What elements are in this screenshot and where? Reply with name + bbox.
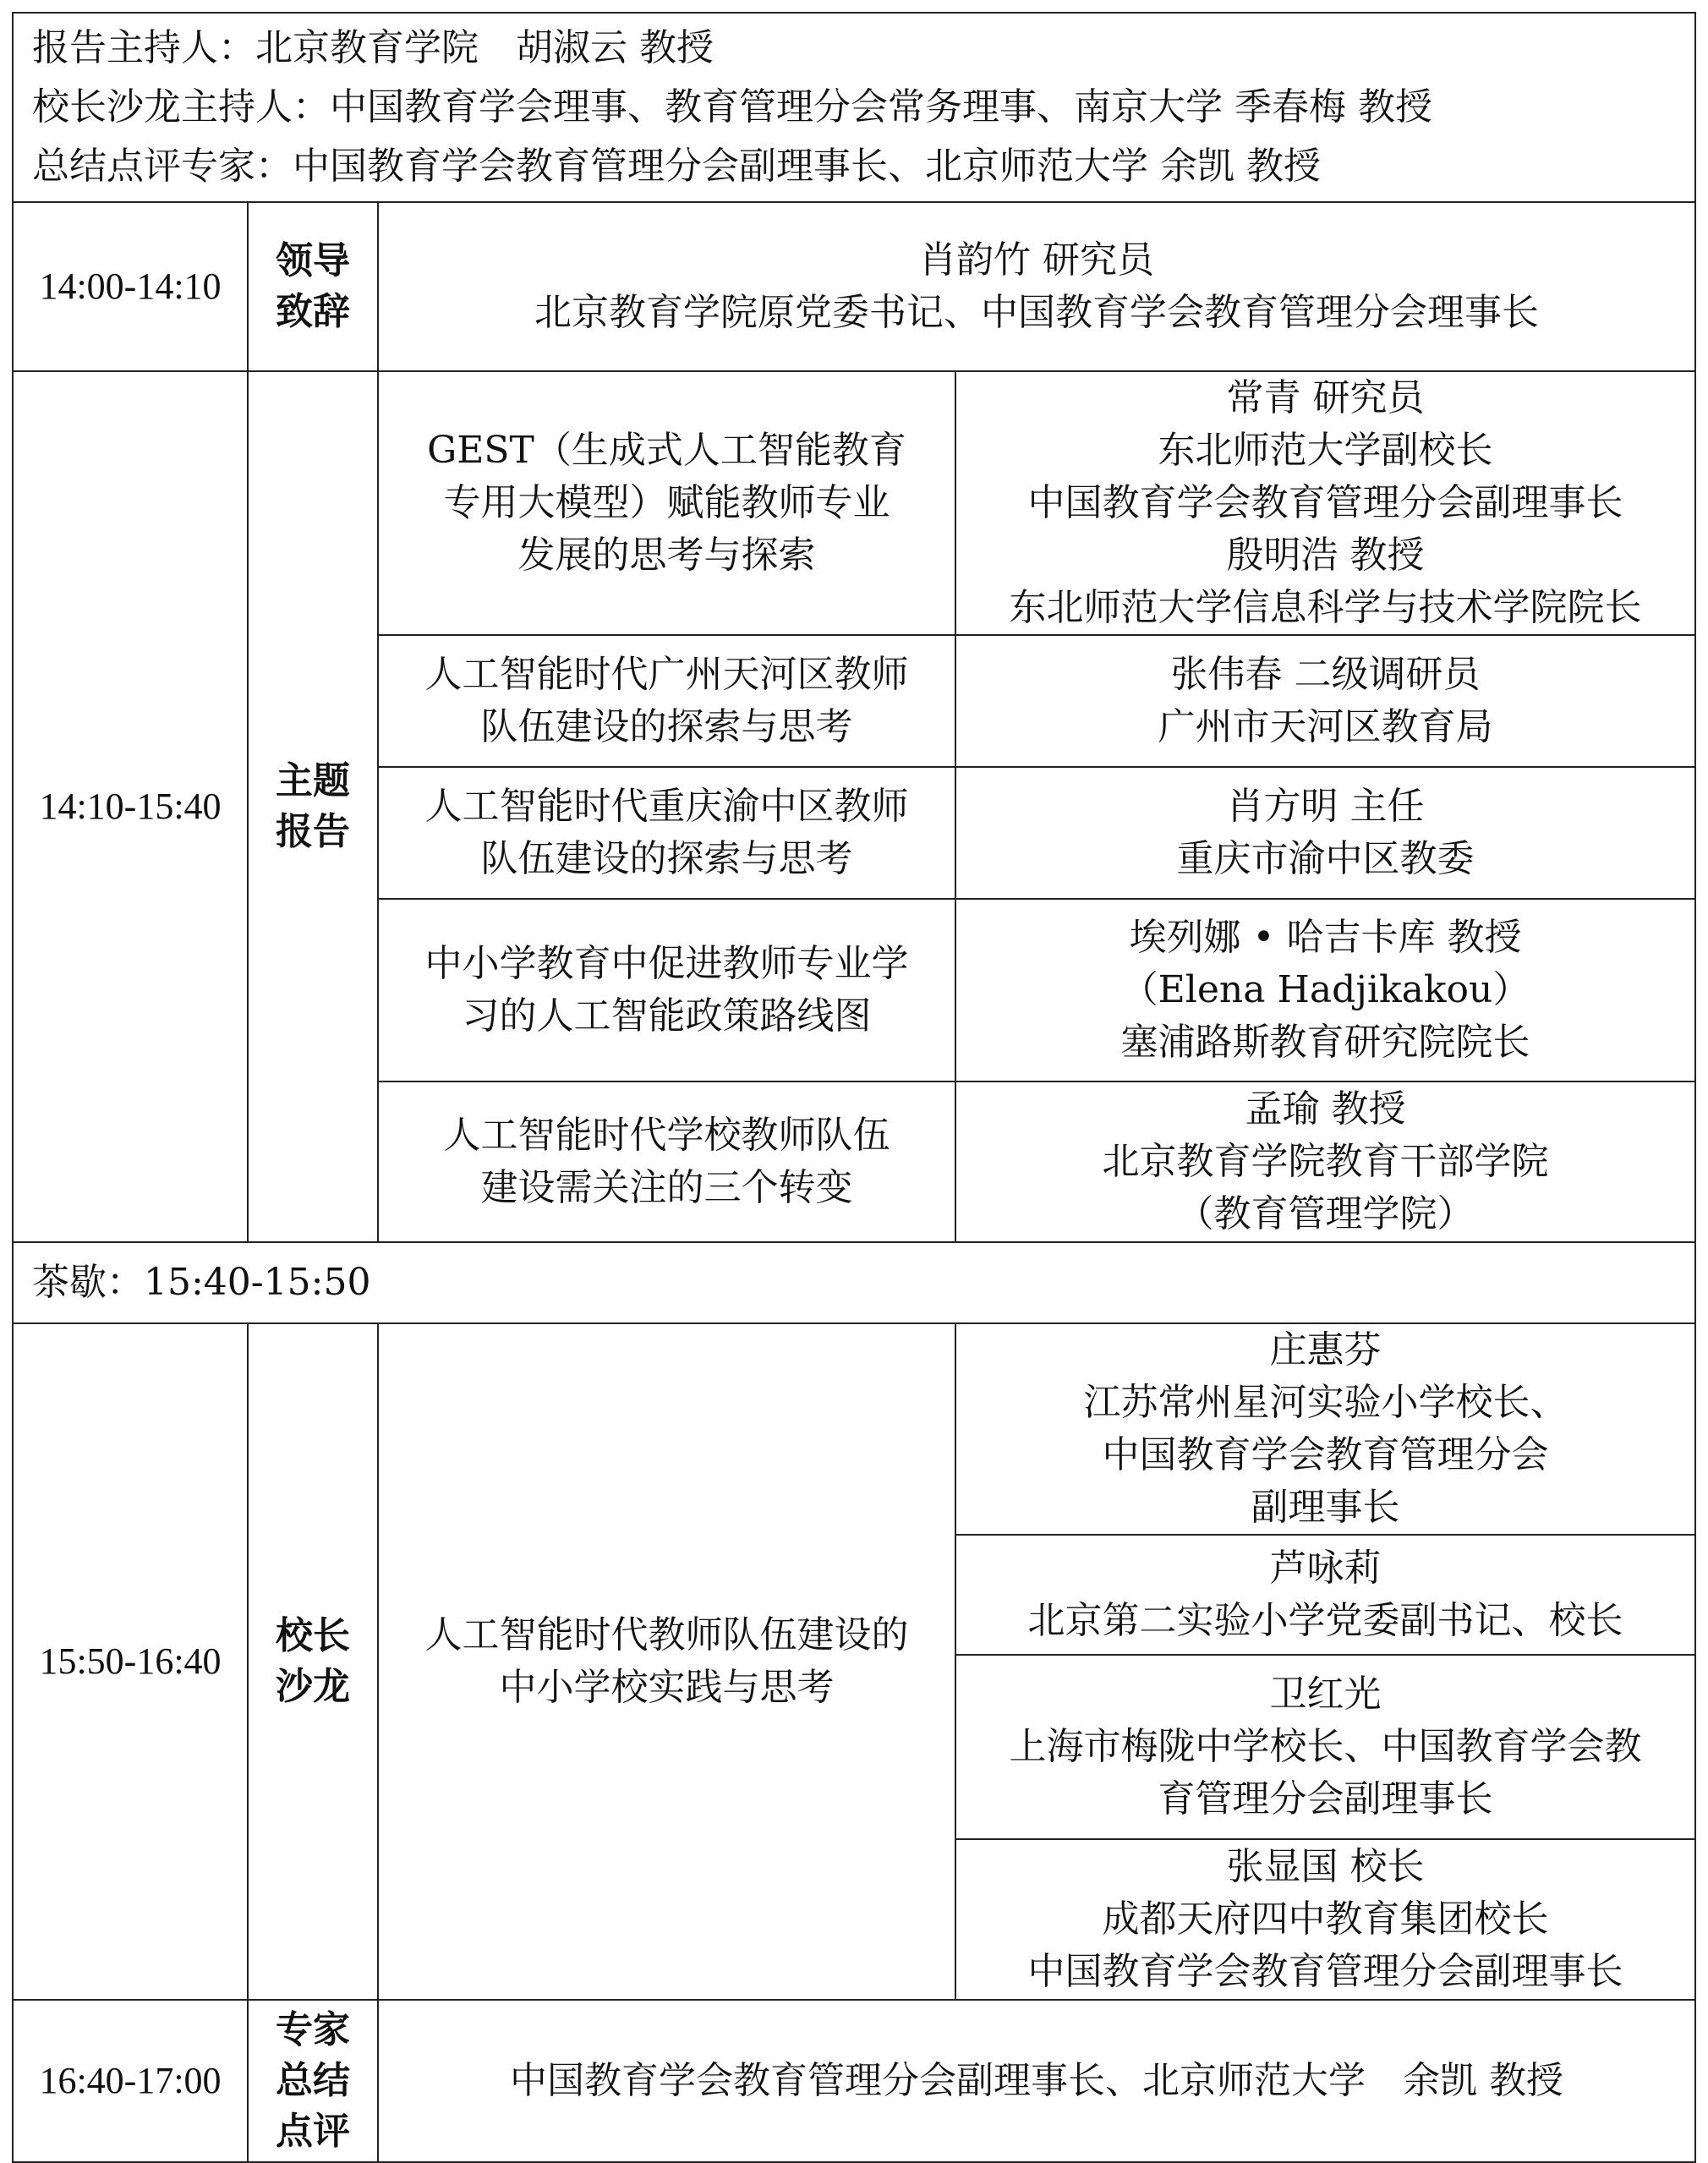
panelist-line: 中国教育学会教育管理分会 — [1102, 1433, 1549, 1476]
opening-row — [13, 202, 1695, 371]
speaker-line: 肖方明 主任 — [1226, 785, 1425, 828]
agenda-table — [12, 12, 1696, 2163]
panelist-line: 育管理分会副理事长 — [1158, 1777, 1493, 1821]
talk-speaker-cell — [955, 635, 1695, 767]
speaker-line: 殷明浩 教授 — [1226, 534, 1425, 577]
talk-speaker-cell — [955, 899, 1695, 1082]
speaker-line: 张伟春 二级调研员 — [1170, 653, 1481, 696]
panelist-line: 张显国 校长 — [1226, 1845, 1425, 1888]
talk-title-line: 人工智能时代学校教师队伍 — [443, 1114, 890, 1157]
panelist-line: 成都天府四中教育集团校长 — [1102, 1897, 1549, 1941]
panelist-cell — [955, 1655, 1695, 1839]
talk-title-cell — [378, 635, 955, 767]
time-cell: 14:10-15:40 — [13, 371, 248, 1242]
talk-title-line: 中小学教育中促进教师专业学 — [424, 942, 909, 985]
panelist-cell — [955, 1535, 1695, 1655]
speaker-cell — [378, 202, 1695, 371]
speaker-line: 东北师范大学副校长 — [1158, 429, 1493, 472]
speaker-line: 肖韵竹 研究员 — [919, 238, 1155, 282]
session-cell — [248, 2000, 378, 2162]
talk-speaker-cell — [955, 1082, 1695, 1242]
panelist-cell — [955, 1839, 1695, 2000]
speaker-line: 塞浦路斯教育研究院院长 — [1120, 1021, 1530, 1064]
talk-row — [13, 371, 1695, 635]
session-label: 校长 — [276, 1614, 350, 1657]
speaker-line: 孟瑜 教授 — [1245, 1087, 1406, 1131]
salon-row — [13, 1323, 1695, 1535]
talk-title-line: 习的人工智能政策路线图 — [462, 994, 872, 1038]
speaker-line: 东北师范大学信息科学与技术学院院长 — [1009, 586, 1642, 629]
break-row — [13, 1242, 1695, 1323]
talk-speaker-cell — [955, 371, 1695, 635]
speaker-line: 北京教育学院教育干部学院 — [1102, 1140, 1549, 1183]
talk-title-line: GEST（生成式人工智能教育 — [427, 429, 906, 472]
salon-topic-line: 中小学校实践与思考 — [499, 1666, 835, 1709]
session-cell — [248, 1323, 378, 2000]
session-label: 总结 — [276, 2059, 350, 2102]
session-cell — [248, 202, 378, 371]
talk-title-line: 专用大模型）赋能教师专业 — [443, 481, 890, 524]
talk-title-line: 队伍建设的探索与思考 — [480, 837, 853, 880]
speaker-line: （教育管理学院） — [1176, 1192, 1475, 1235]
speaker-line: 常青 研究员 — [1226, 376, 1425, 419]
talk-title-cell — [378, 1082, 955, 1242]
talk-title-cell — [378, 767, 955, 899]
time-cell: 15:50-16:40 — [13, 1323, 248, 2000]
time-cell: 16:40-17:00 — [13, 2000, 248, 2162]
talk-title-line: 人工智能时代重庆渝中区教师 — [424, 785, 909, 828]
break-label: 茶歇：15:40-15:50 — [13, 1242, 1695, 1323]
speaker-line: （Elena Hadjikakou） — [1120, 968, 1530, 1011]
session-label: 致辞 — [276, 290, 350, 333]
panelist-line: 上海市梅陇中学校长、中国教育学会教 — [1009, 1725, 1642, 1768]
talk-title-line: 建设需关注的三个转变 — [480, 1166, 853, 1209]
panelist-line: 卫红光 — [1269, 1673, 1382, 1716]
panelist-line: 庄惠芬 — [1269, 1328, 1382, 1372]
session-label: 领导 — [276, 239, 350, 282]
agenda-header-row — [13, 13, 1695, 202]
session-label: 点评 — [276, 2110, 350, 2153]
speaker-line: 重庆市渝中区教委 — [1176, 837, 1475, 880]
talk-title-cell — [378, 899, 955, 1082]
talk-title-line: 人工智能时代广州天河区教师 — [424, 653, 909, 696]
closing-row — [13, 2000, 1695, 2162]
time-cell: 14:00-14:10 — [13, 202, 248, 371]
session-label: 主题 — [276, 759, 350, 802]
session-label: 沙龙 — [276, 1665, 350, 1708]
panelist-line: 江苏常州星河实验小学校长、 — [1083, 1381, 1568, 1424]
talk-title-cell — [378, 371, 955, 635]
panelist-line: 副理事长 — [1251, 1486, 1400, 1529]
panelist-line: 北京第二实验小学党委副书记、校长 — [1027, 1599, 1623, 1642]
panelist-cell — [955, 1323, 1695, 1535]
speaker-cell: 中国教育学会教育管理分会副理事长、北京师范大学 余凯 教授 — [378, 2000, 1695, 2162]
talk-title-line: 队伍建设的探索与思考 — [480, 705, 853, 748]
reviewer-line: 总结点评专家：中国教育学会教育管理分会副理事长、北京师范大学 余凯 教授 — [32, 145, 1321, 188]
session-label: 专家 — [276, 2008, 350, 2051]
salon-topic-line: 人工智能时代教师队伍建设的 — [424, 1613, 909, 1656]
salon-host-line: 校长沙龙主持人：中国教育学会理事、教育管理分会常务理事、南京大学 季春梅 教授 — [32, 85, 1432, 129]
session-label: 报告 — [276, 810, 350, 853]
talk-speaker-cell — [955, 767, 1695, 899]
agenda-header — [13, 13, 1695, 202]
panelist-line: 中国教育学会教育管理分会副理事长 — [1027, 1950, 1623, 1993]
talk-title-line: 发展的思考与探索 — [517, 534, 816, 577]
panelist-line: 芦咏莉 — [1269, 1547, 1382, 1590]
speaker-line: 中国教育学会教育管理分会副理事长 — [1027, 481, 1623, 524]
session-cell — [248, 371, 378, 1242]
speaker-line: 埃列娜 • 哈吉卡库 教授 — [1129, 916, 1522, 959]
salon-topic-cell — [378, 1323, 955, 2000]
speaker-line: 广州市天河区教育局 — [1158, 705, 1493, 748]
host-line: 报告主持人：北京教育学院 胡淑云 教授 — [32, 26, 714, 69]
speaker-line: 北京教育学院原党委书记、中国教育学会教育管理分会理事长 — [534, 291, 1540, 334]
